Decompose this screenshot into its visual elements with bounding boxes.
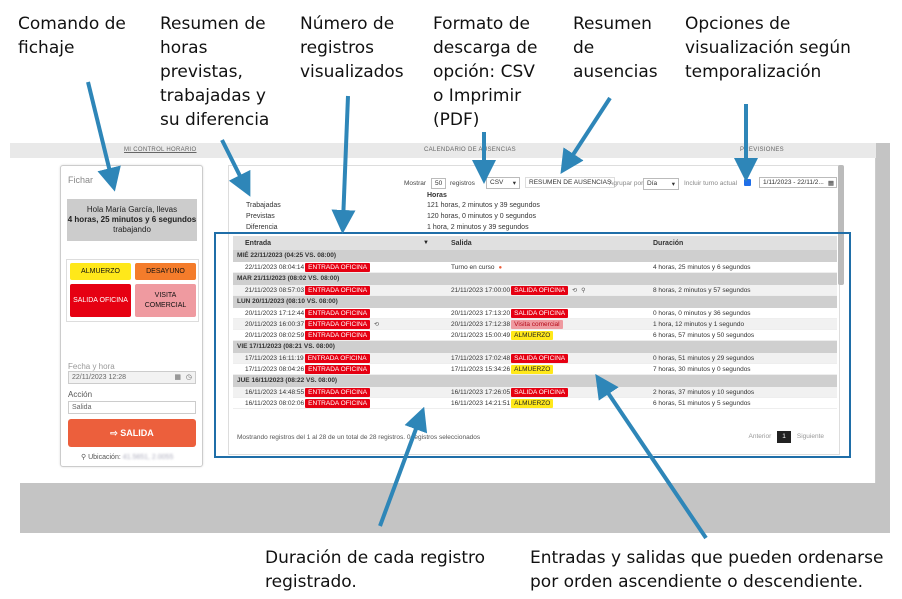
fecha-value: 22/11/2023 12:28 (72, 374, 126, 381)
salida-time: 21/11/2023 17:00:00 (451, 287, 511, 294)
summary-label-trabajadas: Trabajadas (246, 202, 281, 209)
clock-icon[interactable]: ◷ (185, 374, 192, 381)
summary-header: Horas (427, 192, 447, 199)
entrada-tag: ENTRADA OFICINA (305, 320, 370, 329)
agrupar-value: Día (647, 180, 658, 187)
entrada-time: 22/11/2023 08:04:14 (245, 264, 305, 271)
day-group-header: LUN 20/11/2023 (08:10 VS. 08:00) (233, 296, 837, 308)
csv-label: CSV (490, 179, 504, 186)
entrada-tag: ENTRADA OFICINA (305, 365, 370, 374)
salida-tag: Visita comercial (511, 320, 562, 329)
summary-label-diferencia: Diferencia (246, 224, 278, 231)
summary-value-diferencia: 1 hora, 2 minutos y 39 segundos (427, 224, 529, 231)
in-progress-icon: ● (498, 265, 503, 271)
salida-time: 16/11/2023 14:21:51 (451, 400, 511, 407)
location-pin-icon: ⚲ (81, 454, 87, 461)
mostrar-select[interactable]: 50 (431, 178, 446, 189)
column-duracion[interactable]: Duración (653, 240, 684, 247)
duracion-cell: 4 horas, 25 minutos y 6 segundos (653, 264, 751, 271)
arrow-registros (343, 96, 348, 222)
entrada-time: 20/11/2023 17:12:44 (245, 310, 305, 317)
callout-ausencias: Resumen de ausencias (573, 14, 658, 82)
entrada-time: 16/11/2023 08:02:06 (245, 400, 305, 407)
calendar-icon[interactable]: ▦ (174, 374, 181, 381)
callout-horas: Resumen de horas previstas, trabajadas y su diferencia (160, 14, 270, 130)
entrada-tag: ENTRADA OFICINA (305, 388, 370, 397)
ubicacion-label: Ubicación: (88, 454, 121, 461)
salida-tag: SALIDA OFICINA (511, 354, 568, 363)
salida-time: 16/11/2023 17:26:05 (451, 389, 511, 396)
date-range-value: 1/11/2023 - 22/11/2... (763, 179, 824, 186)
chevron-down-icon: ▾ (512, 180, 516, 187)
column-entrada[interactable]: Entrada (245, 240, 272, 247)
entrada-tag: ENTRADA OFICINA (305, 399, 370, 408)
salida-tag: SALIDA OFICINA (511, 388, 568, 397)
entrada-time: 20/11/2023 08:02:59 (245, 332, 305, 339)
tab-mi-control-horario[interactable]: MI CONTROL HORARIO (124, 147, 197, 153)
registros-label: registros (450, 180, 475, 187)
callout-formato: Formato de descarga de opción: CSV o Imprimir (PDF) (433, 14, 538, 130)
fecha-label: Fecha y hora (68, 362, 115, 371)
entrada-time: 17/11/2023 08:04:26 (245, 366, 305, 373)
entrada-time: 21/11/2023 08:57:03 (245, 287, 305, 294)
salida-time: 20/11/2023 17:13:20 (451, 310, 511, 317)
day-group-header: JUE 16/11/2023 (08:22 VS. 08:00) (233, 375, 837, 387)
calendar-icon[interactable]: ▦ (827, 180, 834, 187)
entrada-tag: ENTRADA OFICINA (305, 354, 370, 363)
visita-comercial-button[interactable]: VISITA COMERCIAL (135, 284, 196, 317)
accion-value: Salida (72, 404, 92, 411)
salida-tag: SALIDA OFICINA (511, 309, 568, 318)
pagination-next[interactable]: Siguiente (796, 433, 824, 440)
pagination-prev[interactable]: Anterior (748, 433, 772, 440)
salida-time: 17/11/2023 17:02:48 (451, 355, 511, 362)
history-icon[interactable]: ⟲ (572, 288, 578, 294)
entrada-time: 16/11/2023 14:48:55 (245, 389, 305, 396)
entrada-tag: ENTRADA OFICINA (305, 286, 370, 295)
entrada-time: 17/11/2023 16:11:19 (245, 355, 304, 362)
entrada-time: 20/11/2023 16:00:37 (245, 321, 305, 328)
duracion-cell: 0 horas, 51 minutos y 29 segundos (653, 355, 755, 362)
entrada-tag: ENTRADA OFICINA (305, 309, 370, 318)
duracion-cell: 2 horas, 37 minutos y 10 segundos (653, 389, 755, 396)
salida-tag: SALIDA OFICINA (511, 286, 568, 295)
salida-tag: ALMUERZO (511, 399, 553, 408)
accion-label: Acción (68, 390, 93, 399)
resumen-ausencias-button[interactable]: RESUMEN DE AUSENCIAS (525, 177, 615, 188)
salida-time: 20/11/2023 17:12:38 (451, 321, 511, 328)
callout-registros: Número de registros visualizados (300, 14, 404, 82)
callout-duracion: Duración de cada registro registrado. (265, 548, 486, 592)
salida-time: 17/11/2023 15:34:26 (451, 366, 511, 373)
incluir-turno-label: Incluir turno actual (684, 180, 738, 187)
duracion-cell: 6 horas, 51 minutos y 5 segundos (653, 400, 751, 407)
duracion-cell: 8 horas, 2 minutos y 57 segundos (653, 287, 751, 294)
duracion-cell: 7 horas, 30 minutos y 0 segundos (653, 366, 751, 373)
summary-label-previstas: Previstas (246, 213, 275, 220)
pagination-page[interactable]: 1 (777, 431, 791, 443)
salida-tag: ALMUERZO (511, 331, 553, 340)
callout-fichaje: Comando de fichaje (18, 14, 126, 58)
almuerzo-button[interactable]: ALMUERZO (70, 263, 131, 280)
day-group-header: VIE 17/11/2023 (08:21 VS. 08:00) (233, 341, 837, 353)
salida-tag: ALMUERZO (511, 365, 553, 374)
history-icon[interactable]: ⟲ (374, 322, 380, 328)
day-group-header: MIÉ 22/11/2023 (04:25 VS. 08:00) (233, 250, 837, 262)
arrow-fichaje (88, 82, 112, 180)
arrow-horas (222, 140, 245, 186)
tab-calendario-ausencias[interactable]: CALENDARIO DE AUSENCIAS (424, 147, 516, 153)
exit-icon: ⇨ (110, 428, 118, 438)
table-info: Mostrando registros del 1 al 28 de un total de 28 registros. 0 registros seleccionados (237, 434, 481, 441)
callout-entradas: Entradas y salidas que pueden ordenarse por orden ascendiente o descendiente. (530, 548, 884, 592)
duracion-cell: 1 hora, 12 minutos y 1 segundo (653, 321, 745, 328)
duracion-cell: 0 horas, 0 minutos y 36 segundos (653, 310, 751, 317)
greeting-line: Hola María García, llevas (86, 205, 178, 214)
entrada-tag: ENTRADA OFICINA (305, 331, 370, 340)
salida-time: 20/11/2023 15:00:49 (451, 332, 511, 339)
mostrar-label: Mostrar (404, 180, 427, 187)
callout-opciones: Opciones de visualización según temporalización (685, 14, 851, 82)
day-group-header: MAR 21/11/2023 (08:02 VS. 08:00) (233, 273, 837, 285)
tab-previsiones[interactable]: PREVISIONES (740, 147, 784, 153)
fichar-title: Fichar (68, 175, 94, 185)
sort-desc-icon[interactable]: ▼ (423, 240, 429, 246)
desayuno-button[interactable]: DESAYUNO (135, 263, 196, 280)
arrow-entradas (602, 384, 706, 538)
summary-value-previstas: 120 horas, 0 minutos y 0 segundos (427, 213, 536, 220)
greeting-worked-time: 4 horas, 25 minutos y 6 segundos trabajando (67, 215, 197, 234)
ubicacion-value: 41.5651, 2.0055 (122, 454, 174, 461)
chevron-down-icon: ▾ (671, 181, 675, 188)
location-pin-icon[interactable]: ⚲ (581, 288, 586, 294)
agrupar-label: Agrupar por (609, 180, 644, 187)
summary-value-trabajadas: 121 horas, 2 minutos y 39 segundos (427, 202, 540, 209)
salida-time: Turno en curso (451, 264, 495, 271)
arrow-duracion (380, 418, 420, 526)
arrow-ausencias (567, 98, 610, 164)
duracion-cell: 6 horas, 57 minutos y 50 segundos (653, 332, 755, 339)
salida-button-label: SALIDA (120, 428, 154, 438)
salida-oficina-button[interactable]: SALIDA OFICINA (70, 284, 131, 317)
column-salida[interactable]: Salida (451, 240, 472, 247)
entrada-tag: ENTRADA OFICINA (305, 263, 370, 272)
